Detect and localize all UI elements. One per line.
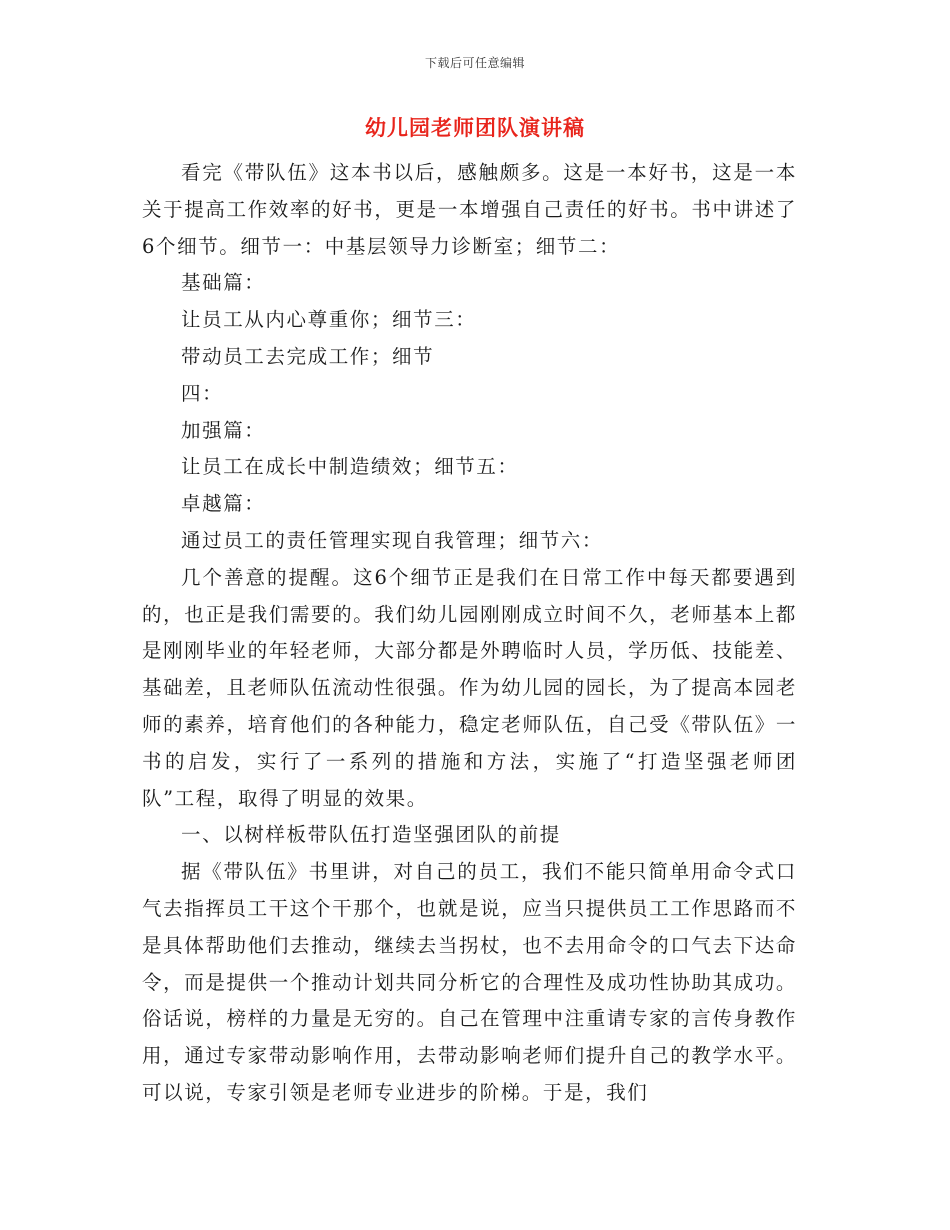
paragraph: 基础篇： [181,271,266,295]
section-heading: 一、以树样板带队伍打造坚强团队的前提 [181,823,561,847]
paragraph: 通过员工的责任管理实现自我管理；细节六： [181,528,604,552]
paragraph: 据《带队伍》书里讲，对自己的员工，我们不能只简单用命令式口气去指挥员工干这个干那个，也就是说，应当只提供员工工作思路而不是具体帮助他们去推动，继续去当拐杖，也不去用命令的口气去下达命令，而是提供一个推动计划共同分析它的合理性及成功性协助其成功。俗话说，榜样的力量是无穷的。自己在管理中注重请专家的言传身教作用，通过专家带动影响作用，去带动影响老师们提升自己的教学水平。可以说，专家引领是老师专业进步的阶梯。于是，我们 [142,860,797,1104]
paragraph: 让员工从内心尊重你；细节三： [181,308,477,332]
paragraph: 四： [181,381,224,405]
header-note: 下载后可任意编辑 [424,56,525,70]
paragraph: 让员工在成长中制造绩效；细节五： [181,455,519,479]
paragraph: 卓越篇： [181,492,266,516]
document-title: 幼儿园老师团队演讲稿 [365,115,585,140]
paragraph: 加强篇： [181,418,266,442]
document-body [142,155,797,1112]
paragraph: 带动员工去完成工作；细节 [181,344,435,368]
paragraph: 看完《带队伍》这本书以后，感触颇多。这是一本好书，这是一本关于提高工作效率的好书，更是一本增强自己责任的好书。书中讲述了6个细节。细节一：中基层领导力诊断室；细节二： [142,161,797,258]
paragraph: 几个善意的提醒。这6个细节正是我们在日常工作中每天都要遇到的，也正是我们需要的。我们幼儿园刚刚成立时间不久，老师基本上都是刚刚毕业的年轻老师，大部分都是外聘临时人员，学历低、技能差、基础差，且老师队伍流动性很强。作为幼儿园的园长，为了提高本园老师的素养，培育他们的各种能力，稳定老师队伍，自己受《带队伍》一书的启发，实行了一系列的措施和方法，实施了“打造坚强老师团队”工程，取得了明显的效果。 [142,565,797,810]
